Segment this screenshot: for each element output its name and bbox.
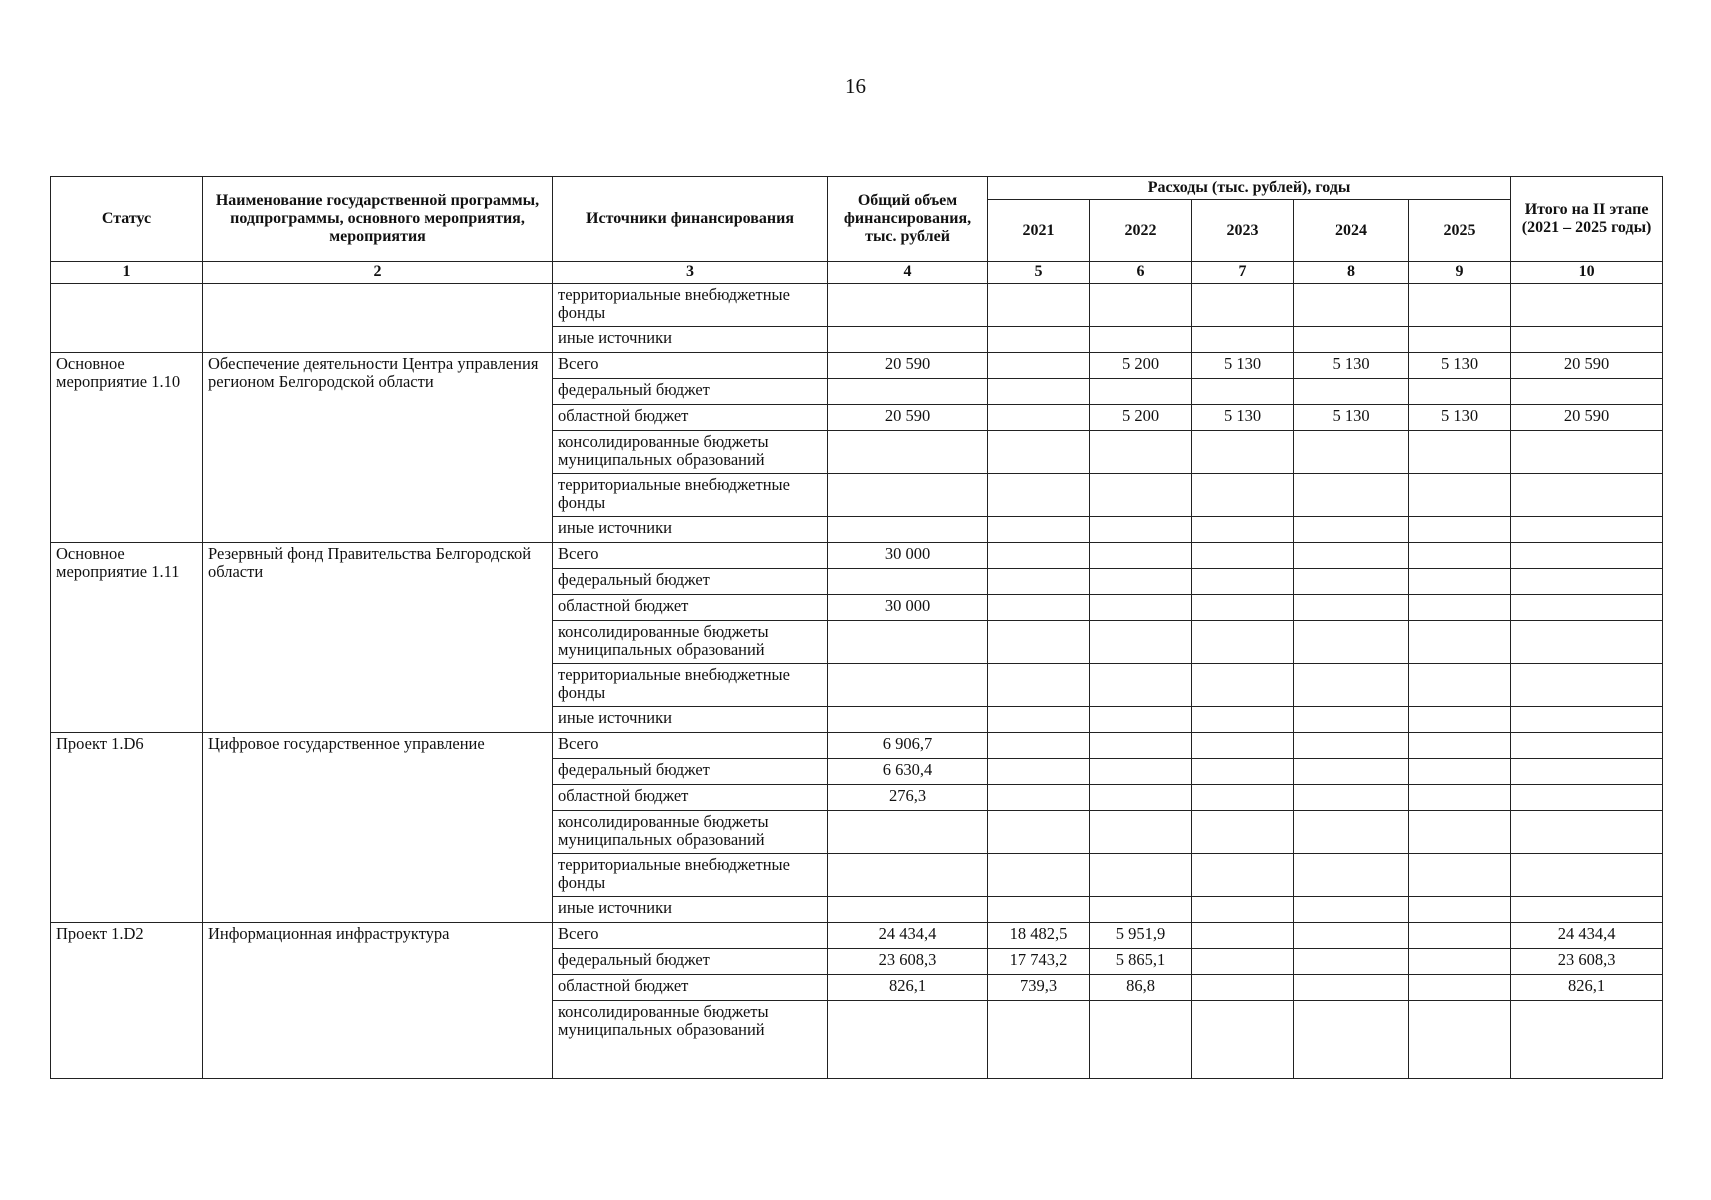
source-cell: федеральный бюджет bbox=[553, 948, 828, 974]
year-2021-cell bbox=[988, 283, 1090, 326]
source-cell: иные источники bbox=[553, 326, 828, 352]
source-cell: Всего bbox=[553, 542, 828, 568]
year-2022-cell bbox=[1090, 283, 1192, 326]
header-itogo: Итого на II этапе (2021 – 2025 годы) bbox=[1511, 177, 1663, 262]
year-2025-cell bbox=[1409, 896, 1511, 922]
total-cell bbox=[828, 663, 988, 706]
year-2021-cell bbox=[988, 853, 1090, 896]
header-total: Общий объем финансирования, тыс. рублей bbox=[828, 177, 988, 262]
year-2023-cell bbox=[1192, 853, 1294, 896]
itogo-cell bbox=[1511, 326, 1663, 352]
year-2022-cell bbox=[1090, 810, 1192, 853]
source-cell: иные источники bbox=[553, 896, 828, 922]
header-year: 2022 bbox=[1090, 200, 1192, 262]
year-2025-cell bbox=[1409, 810, 1511, 853]
year-2021-cell bbox=[988, 758, 1090, 784]
year-2025-cell bbox=[1409, 974, 1511, 1000]
year-2022-cell bbox=[1090, 568, 1192, 594]
source-cell: консолидированные бюджеты муниципальных образований bbox=[553, 1000, 828, 1078]
year-2022-cell bbox=[1090, 706, 1192, 732]
total-cell bbox=[828, 430, 988, 473]
year-2022-cell bbox=[1090, 430, 1192, 473]
itogo-cell bbox=[1511, 542, 1663, 568]
total-cell bbox=[828, 568, 988, 594]
year-2023-cell bbox=[1192, 594, 1294, 620]
table-row bbox=[51, 352, 1663, 378]
source-cell: областной бюджет bbox=[553, 974, 828, 1000]
year-2023-cell bbox=[1192, 283, 1294, 326]
total-cell: 6 906,7 bbox=[828, 732, 988, 758]
year-2022-cell: 86,8 bbox=[1090, 974, 1192, 1000]
year-2025-cell bbox=[1409, 542, 1511, 568]
itogo-cell bbox=[1511, 594, 1663, 620]
year-2022-cell bbox=[1090, 378, 1192, 404]
itogo-cell bbox=[1511, 620, 1663, 663]
year-2024-cell bbox=[1294, 568, 1409, 594]
year-2024-cell bbox=[1294, 1000, 1409, 1078]
table-body bbox=[51, 283, 1663, 1078]
itogo-cell bbox=[1511, 473, 1663, 516]
source-cell: консолидированные бюджеты муниципальных образований bbox=[553, 810, 828, 853]
year-2022-cell bbox=[1090, 853, 1192, 896]
source-cell: территориальные внебюджетные фонды bbox=[553, 283, 828, 326]
year-2023-cell bbox=[1192, 473, 1294, 516]
itogo-cell: 826,1 bbox=[1511, 974, 1663, 1000]
year-2022-cell bbox=[1090, 732, 1192, 758]
col-number: 3 bbox=[553, 262, 828, 283]
program-name-cell: Информационная инфраструктура bbox=[203, 922, 553, 1078]
source-cell: областной бюджет bbox=[553, 784, 828, 810]
source-cell: Всего bbox=[553, 352, 828, 378]
year-2021-cell bbox=[988, 706, 1090, 732]
year-2024-cell bbox=[1294, 663, 1409, 706]
col-number: 2 bbox=[203, 262, 553, 283]
year-2022-cell: 5 200 bbox=[1090, 352, 1192, 378]
year-2023-cell bbox=[1192, 326, 1294, 352]
year-2024-cell bbox=[1294, 974, 1409, 1000]
year-2024-cell bbox=[1294, 542, 1409, 568]
source-cell: иные источники bbox=[553, 516, 828, 542]
year-2022-cell bbox=[1090, 896, 1192, 922]
year-2023-cell: 5 130 bbox=[1192, 404, 1294, 430]
year-2022-cell bbox=[1090, 516, 1192, 542]
year-2021-cell: 17 743,2 bbox=[988, 948, 1090, 974]
status-cell: Проект 1.D6 bbox=[51, 732, 203, 922]
total-cell bbox=[828, 896, 988, 922]
source-cell: Всего bbox=[553, 922, 828, 948]
year-2023-cell bbox=[1192, 922, 1294, 948]
year-2021-cell bbox=[988, 516, 1090, 542]
year-2022-cell bbox=[1090, 1000, 1192, 1078]
col-number: 1 bbox=[51, 262, 203, 283]
itogo-cell bbox=[1511, 1000, 1663, 1078]
table-row bbox=[51, 732, 1663, 758]
year-2021-cell bbox=[988, 473, 1090, 516]
total-cell bbox=[828, 620, 988, 663]
year-2025-cell bbox=[1409, 378, 1511, 404]
year-2025-cell bbox=[1409, 706, 1511, 732]
year-2021-cell bbox=[988, 663, 1090, 706]
year-2023-cell bbox=[1192, 430, 1294, 473]
year-2024-cell bbox=[1294, 326, 1409, 352]
col-number: 9 bbox=[1409, 262, 1511, 283]
year-2025-cell bbox=[1409, 758, 1511, 784]
year-2022-cell: 5 951,9 bbox=[1090, 922, 1192, 948]
itogo-cell bbox=[1511, 732, 1663, 758]
year-2021-cell bbox=[988, 542, 1090, 568]
itogo-cell bbox=[1511, 896, 1663, 922]
header-year: 2023 bbox=[1192, 200, 1294, 262]
year-2021-cell bbox=[988, 568, 1090, 594]
year-2024-cell bbox=[1294, 810, 1409, 853]
total-cell: 20 590 bbox=[828, 404, 988, 430]
year-2024-cell bbox=[1294, 784, 1409, 810]
year-2021-cell bbox=[988, 896, 1090, 922]
year-2025-cell bbox=[1409, 620, 1511, 663]
year-2025-cell bbox=[1409, 594, 1511, 620]
total-cell bbox=[828, 473, 988, 516]
total-cell: 826,1 bbox=[828, 974, 988, 1000]
header-status: Статус bbox=[51, 177, 203, 262]
year-2024-cell bbox=[1294, 896, 1409, 922]
year-2024-cell bbox=[1294, 378, 1409, 404]
source-cell: территориальные внебюджетные фонды bbox=[553, 853, 828, 896]
header-year: 2024 bbox=[1294, 200, 1409, 262]
itogo-cell bbox=[1511, 784, 1663, 810]
year-2025-cell bbox=[1409, 326, 1511, 352]
year-2022-cell: 5 865,1 bbox=[1090, 948, 1192, 974]
year-2025-cell bbox=[1409, 784, 1511, 810]
total-cell: 20 590 bbox=[828, 352, 988, 378]
program-name-cell: Обеспечение деятельности Центра управления регионом Белгородской области bbox=[203, 352, 553, 542]
itogo-cell: 20 590 bbox=[1511, 352, 1663, 378]
total-cell: 30 000 bbox=[828, 594, 988, 620]
year-2025-cell: 5 130 bbox=[1409, 352, 1511, 378]
itogo-cell bbox=[1511, 516, 1663, 542]
year-2022-cell bbox=[1090, 620, 1192, 663]
status-cell: Основное мероприятие 1.10 bbox=[51, 352, 203, 542]
year-2021-cell bbox=[988, 326, 1090, 352]
source-cell: областной бюджет bbox=[553, 594, 828, 620]
status-cell: Основное мероприятие 1.11 bbox=[51, 542, 203, 732]
itogo-cell bbox=[1511, 283, 1663, 326]
source-cell: федеральный бюджет bbox=[553, 758, 828, 784]
year-2021-cell bbox=[988, 352, 1090, 378]
col-number: 4 bbox=[828, 262, 988, 283]
year-2024-cell bbox=[1294, 430, 1409, 473]
source-cell: федеральный бюджет bbox=[553, 568, 828, 594]
itogo-cell bbox=[1511, 568, 1663, 594]
year-2025-cell bbox=[1409, 1000, 1511, 1078]
year-2024-cell bbox=[1294, 620, 1409, 663]
total-cell: 6 630,4 bbox=[828, 758, 988, 784]
source-cell: областной бюджет bbox=[553, 404, 828, 430]
year-2024-cell bbox=[1294, 922, 1409, 948]
year-2025-cell bbox=[1409, 853, 1511, 896]
itogo-cell bbox=[1511, 853, 1663, 896]
itogo-cell bbox=[1511, 706, 1663, 732]
program-name-cell: Цифровое государственное управление bbox=[203, 732, 553, 922]
header-expenses: Расходы (тыс. рублей), годы bbox=[988, 177, 1511, 200]
year-2025-cell bbox=[1409, 663, 1511, 706]
year-2023-cell bbox=[1192, 732, 1294, 758]
total-cell: 276,3 bbox=[828, 784, 988, 810]
col-number: 6 bbox=[1090, 262, 1192, 283]
col-number: 10 bbox=[1511, 262, 1663, 283]
total-cell bbox=[828, 378, 988, 404]
year-2024-cell bbox=[1294, 516, 1409, 542]
year-2023-cell bbox=[1192, 542, 1294, 568]
col-number: 5 bbox=[988, 262, 1090, 283]
year-2023-cell bbox=[1192, 706, 1294, 732]
header-year: 2021 bbox=[988, 200, 1090, 262]
total-cell: 30 000 bbox=[828, 542, 988, 568]
itogo-cell bbox=[1511, 378, 1663, 404]
year-2025-cell bbox=[1409, 430, 1511, 473]
status-cell bbox=[51, 283, 203, 352]
year-2021-cell bbox=[988, 732, 1090, 758]
program-name-cell bbox=[203, 283, 553, 352]
year-2023-cell bbox=[1192, 1000, 1294, 1078]
total-cell: 24 434,4 bbox=[828, 922, 988, 948]
status-cell: Проект 1.D2 bbox=[51, 922, 203, 1078]
year-2023-cell bbox=[1192, 948, 1294, 974]
table-row bbox=[51, 283, 1663, 326]
year-2021-cell bbox=[988, 430, 1090, 473]
year-2023-cell bbox=[1192, 663, 1294, 706]
year-2023-cell: 5 130 bbox=[1192, 352, 1294, 378]
year-2021-cell bbox=[988, 620, 1090, 663]
year-2022-cell bbox=[1090, 473, 1192, 516]
total-cell: 23 608,3 bbox=[828, 948, 988, 974]
year-2023-cell bbox=[1192, 810, 1294, 853]
year-2021-cell bbox=[988, 1000, 1090, 1078]
source-cell: территориальные внебюджетные фонды bbox=[553, 663, 828, 706]
itogo-cell: 20 590 bbox=[1511, 404, 1663, 430]
table-row bbox=[51, 542, 1663, 568]
year-2022-cell bbox=[1090, 663, 1192, 706]
year-2025-cell: 5 130 bbox=[1409, 404, 1511, 430]
year-2024-cell bbox=[1294, 283, 1409, 326]
source-cell: иные источники bbox=[553, 706, 828, 732]
total-cell bbox=[828, 853, 988, 896]
year-2023-cell bbox=[1192, 784, 1294, 810]
year-2023-cell bbox=[1192, 896, 1294, 922]
year-2022-cell bbox=[1090, 784, 1192, 810]
year-2022-cell: 5 200 bbox=[1090, 404, 1192, 430]
year-2024-cell bbox=[1294, 853, 1409, 896]
source-cell: территориальные внебюджетные фонды bbox=[553, 473, 828, 516]
total-cell bbox=[828, 706, 988, 732]
year-2023-cell bbox=[1192, 378, 1294, 404]
total-cell bbox=[828, 516, 988, 542]
header-name: Наименование государственной программы, подпрограммы, основного мероприятия, мероприятия bbox=[203, 177, 553, 262]
total-cell bbox=[828, 810, 988, 853]
itogo-cell bbox=[1511, 810, 1663, 853]
year-2025-cell bbox=[1409, 283, 1511, 326]
source-cell: консолидированные бюджеты муниципальных образований bbox=[553, 620, 828, 663]
year-2021-cell bbox=[988, 810, 1090, 853]
source-cell: консолидированные бюджеты муниципальных образований bbox=[553, 430, 828, 473]
itogo-cell bbox=[1511, 663, 1663, 706]
year-2023-cell bbox=[1192, 516, 1294, 542]
year-2023-cell bbox=[1192, 974, 1294, 1000]
year-2024-cell bbox=[1294, 706, 1409, 732]
year-2023-cell bbox=[1192, 758, 1294, 784]
program-name-cell: Резервный фонд Правительства Белгородской области bbox=[203, 542, 553, 732]
year-2022-cell bbox=[1090, 594, 1192, 620]
year-2022-cell bbox=[1090, 542, 1192, 568]
year-2025-cell bbox=[1409, 732, 1511, 758]
year-2025-cell bbox=[1409, 473, 1511, 516]
year-2021-cell bbox=[988, 404, 1090, 430]
table-row bbox=[51, 922, 1663, 948]
year-2025-cell bbox=[1409, 516, 1511, 542]
total-cell bbox=[828, 1000, 988, 1078]
source-cell: федеральный бюджет bbox=[553, 378, 828, 404]
year-2024-cell bbox=[1294, 473, 1409, 516]
year-2025-cell bbox=[1409, 568, 1511, 594]
year-2022-cell bbox=[1090, 758, 1192, 784]
year-2021-cell bbox=[988, 784, 1090, 810]
total-cell bbox=[828, 326, 988, 352]
year-2025-cell bbox=[1409, 948, 1511, 974]
year-2021-cell bbox=[988, 594, 1090, 620]
itogo-cell: 23 608,3 bbox=[1511, 948, 1663, 974]
year-2022-cell bbox=[1090, 326, 1192, 352]
itogo-cell bbox=[1511, 758, 1663, 784]
year-2021-cell bbox=[988, 378, 1090, 404]
source-cell: Всего bbox=[553, 732, 828, 758]
year-2023-cell bbox=[1192, 568, 1294, 594]
col-number: 7 bbox=[1192, 262, 1294, 283]
year-2023-cell bbox=[1192, 620, 1294, 663]
col-number: 8 bbox=[1294, 262, 1409, 283]
total-cell bbox=[828, 283, 988, 326]
itogo-cell: 24 434,4 bbox=[1511, 922, 1663, 948]
year-2024-cell bbox=[1294, 594, 1409, 620]
year-2021-cell: 18 482,5 bbox=[988, 922, 1090, 948]
year-2025-cell bbox=[1409, 922, 1511, 948]
header-sources: Источники финансирования bbox=[553, 177, 828, 262]
year-2024-cell bbox=[1294, 758, 1409, 784]
page-number: 16 bbox=[845, 74, 866, 98]
year-2024-cell bbox=[1294, 732, 1409, 758]
year-2021-cell: 739,3 bbox=[988, 974, 1090, 1000]
year-2024-cell: 5 130 bbox=[1294, 404, 1409, 430]
header-year: 2025 bbox=[1409, 200, 1511, 262]
year-2024-cell bbox=[1294, 948, 1409, 974]
financing-table bbox=[50, 176, 1663, 1079]
itogo-cell bbox=[1511, 430, 1663, 473]
year-2024-cell: 5 130 bbox=[1294, 352, 1409, 378]
